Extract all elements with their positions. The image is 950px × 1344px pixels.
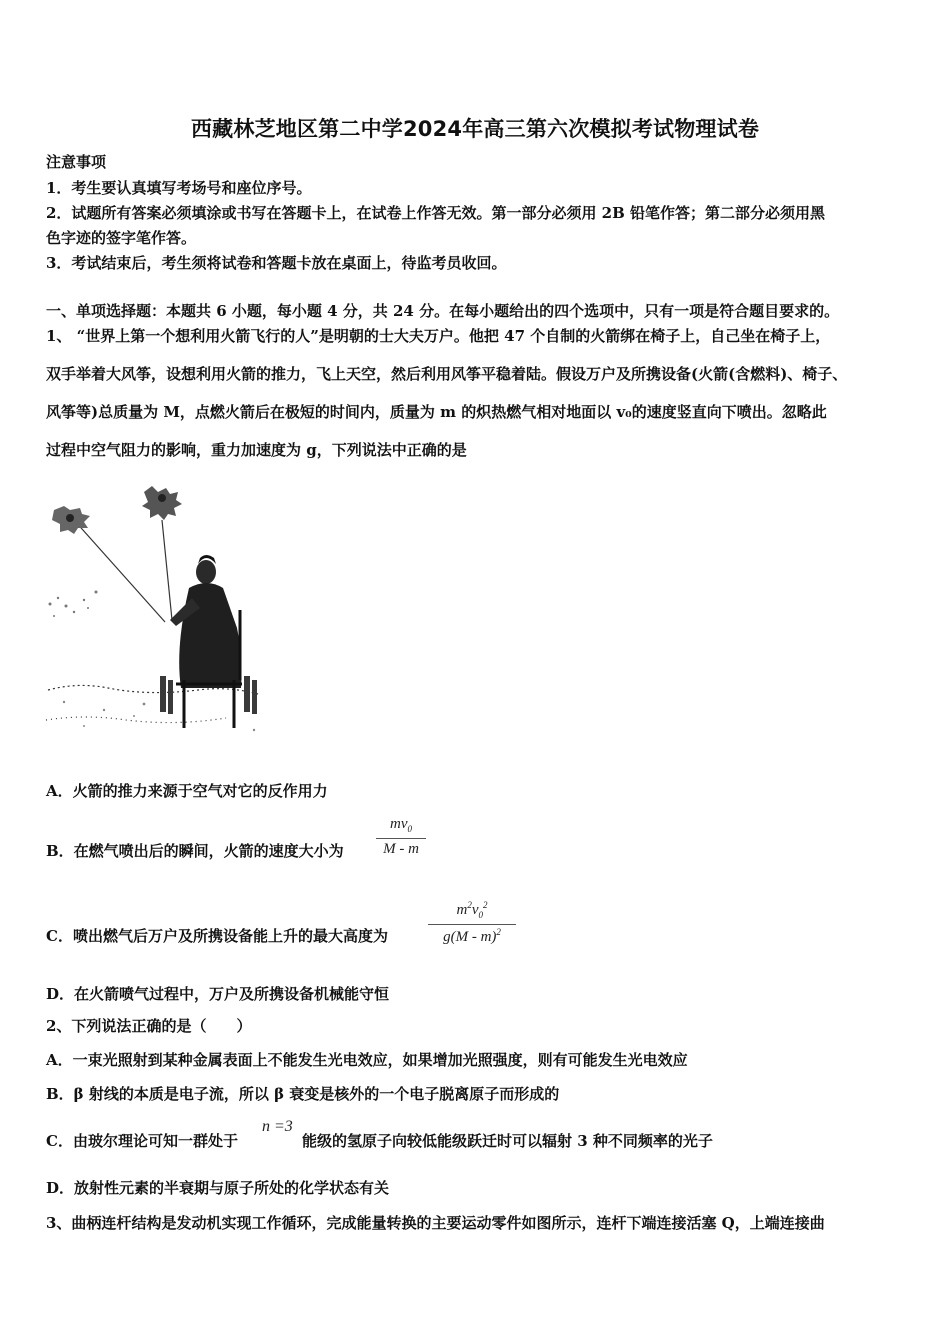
- q1-option-c: C．喷出燃气后万户及所携设备能上升的最大高度为: [46, 927, 388, 945]
- notice-item: 3．考试结束后，考生须将试卷和答题卡放在桌面上，待监考员收回。: [46, 254, 507, 272]
- wan-hu-rocket-chair-illustration: [44, 480, 264, 742]
- q1-stem-line: 双手举着大风筝，设想利用火箭的推力，飞上天空，然后利用风筝平稳着陆。假设万户及所携设备(火箭(含燃料)、椅子、: [46, 365, 848, 383]
- frac-numerator: mv: [390, 816, 408, 832]
- q1-option-b: B．在燃气喷出后的瞬间，火箭的速度大小为: [46, 842, 344, 860]
- q1-option-d: D．在火箭喷气过程中，万户及所携设备机械能守恒: [46, 985, 390, 1003]
- q1-stem-line: 过程中空气阻力的影响，重力加速度为 g，下列说法中正确的是: [46, 441, 467, 459]
- q1-stem-line: 1、 “世界上第一个想利用火箭飞行的人”是明朝的士大夫万户。他把 47 个自制的火箭绑在椅子上，自己坐在椅子上，: [46, 327, 831, 345]
- q2-option-c-math: n =3: [262, 1118, 293, 1135]
- frac-numerator: v: [471, 902, 479, 918]
- q2-option-a: A．一束光照射到某种金属表面上不能发生光电效应，如果增加光照强度，则有可能发生光电效应: [46, 1051, 688, 1069]
- notice-heading: 注意事项: [46, 153, 107, 171]
- frac-denominator: g(M - m): [443, 929, 497, 945]
- q1-option-c-fraction: [428, 900, 516, 950]
- q1-stem-line: 风筝等)总质量为 M，点燃火箭后在极短的时间内，质量为 m 的炽热燃气相对地面以 v₀的速度竖直向下喷出。忽略此: [46, 403, 827, 421]
- q3-stem: 3、曲柄连杆结构是发动机实现工作循环，完成能量转换的主要运动零件如图所示，连杆下端连接活塞 Q，上端连接曲: [46, 1214, 825, 1232]
- notice-item: 1．考生要认真填写考场号和座位序号。: [46, 179, 312, 197]
- notice-item: 2．试题所有答案必须填涂或书写在答题卡上，在试卷上作答无效。第一部分必须用 2B 铅笔作答；第二部分必须用黑: [46, 204, 826, 222]
- frac-subscript: 0: [478, 910, 483, 920]
- q1-option-b-fraction: [376, 816, 426, 862]
- q2-option-c-prefix: C．由玻尔理论可知一群处于: [46, 1132, 238, 1150]
- q2-stem: 2、下列说法正确的是（ ）: [46, 1017, 252, 1035]
- page-title: 西藏林芝地区第二中学2024年高三第六次模拟考试物理试卷: [190, 117, 760, 141]
- q2-option-d: D．放射性元素的半衰期与原子所处的化学状态有关: [46, 1179, 390, 1197]
- frac-superscript: 2: [467, 900, 472, 910]
- q2-option-b: B．β 射线的本质是电子流，所以 β 衰变是核外的一个电子脱离原子而形成的: [46, 1085, 560, 1103]
- q1-option-a: A．火箭的推力来源于空气对它的反作用力: [46, 782, 328, 800]
- frac-superscript: 2: [496, 927, 501, 937]
- frac-superscript: 2: [483, 900, 488, 910]
- frac-numerator: m: [456, 902, 468, 918]
- q2-option-c-suffix: 能级的氢原子向较低能级跃迁时可以辐射 3 种不同频率的光子: [302, 1132, 713, 1150]
- section-heading: 一、单项选择题：本题共 6 小题，每小题 4 分，共 24 分。在每小题给出的四个选项中，只有一项是符合题目要求的。: [46, 302, 840, 320]
- frac-subscript: 0: [407, 824, 412, 834]
- notice-item: 色字迹的签字笔作答。: [46, 229, 197, 247]
- frac-denominator: M - m: [383, 841, 419, 857]
